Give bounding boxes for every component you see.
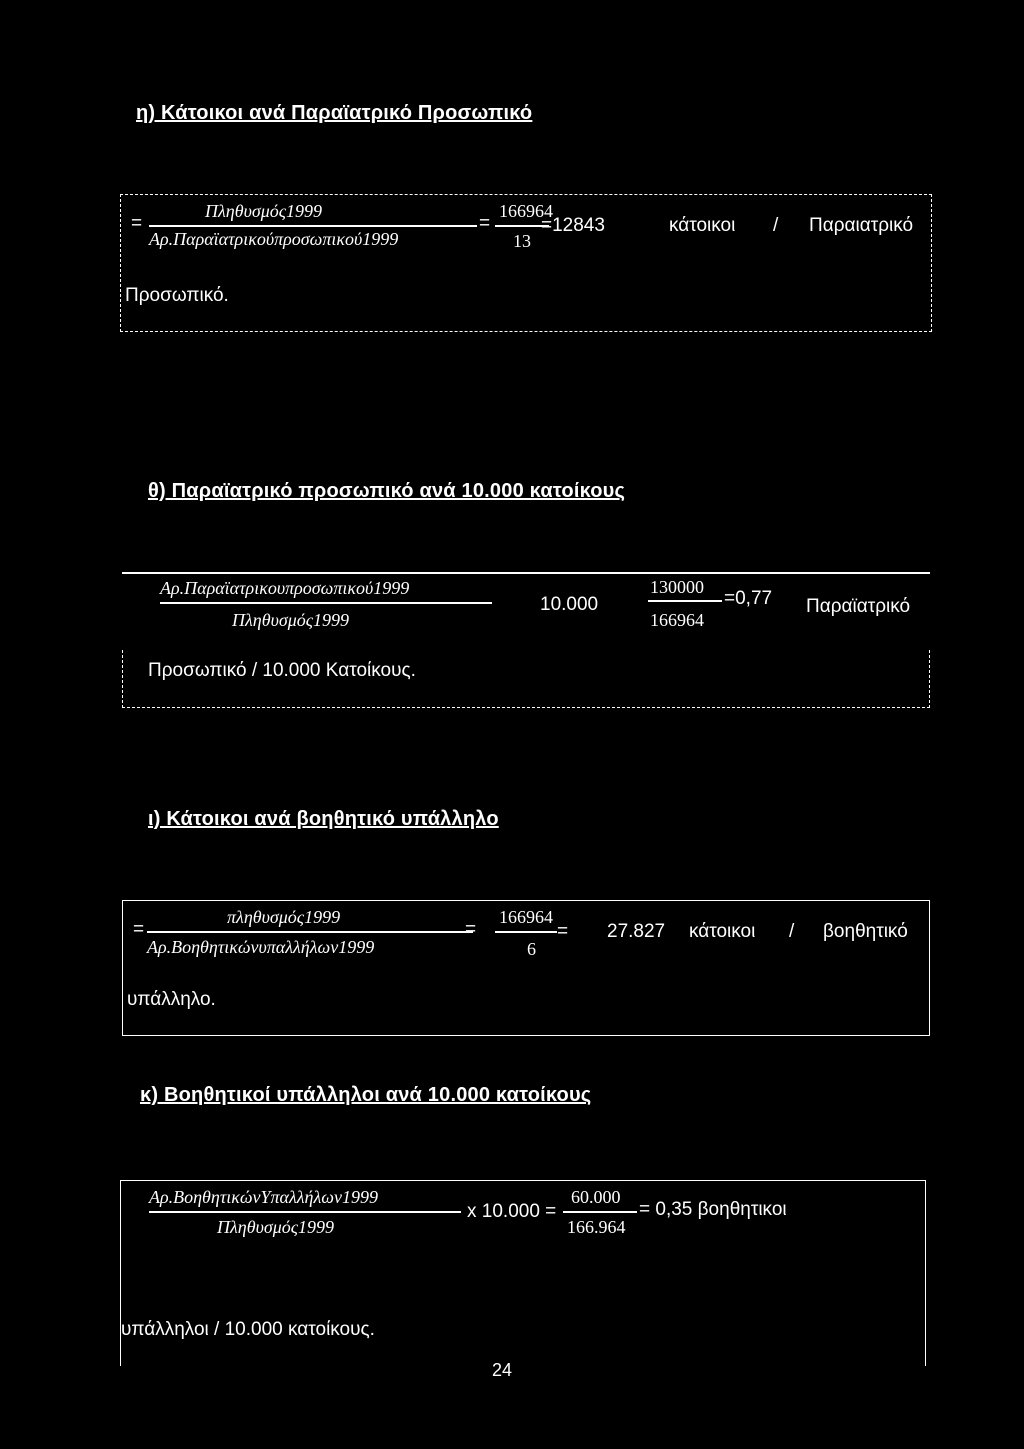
equals-sign: = xyxy=(479,213,491,234)
section-h-formula-box xyxy=(120,194,932,332)
result-value: 27.827 xyxy=(607,921,666,942)
unit-auxiliary: βοηθητικό xyxy=(823,921,908,942)
equals-sign: = xyxy=(133,919,145,940)
fraction-numerator: πληθυσμός1999 xyxy=(227,907,341,927)
equals-sign: = xyxy=(465,919,477,940)
fraction-bar xyxy=(648,600,722,602)
fraction-bar xyxy=(147,931,473,933)
fraction-bar xyxy=(495,931,557,933)
fraction-bar xyxy=(149,225,477,227)
fraction-denominator: Αρ.Βοηθητικώνυπαλλήλων1999 xyxy=(147,937,375,957)
unit-slash: / xyxy=(789,921,795,942)
result-value: =0,77 xyxy=(724,588,773,609)
result-value: =12843 xyxy=(541,215,605,236)
section-kappa-heading: κ) Βοηθητικοί υπάλληλοι ανά 10.000 κατοίκους xyxy=(140,1084,592,1106)
continuation-text: Προσωπικό. xyxy=(125,285,229,306)
fraction-numerator: Αρ.Παραϊατρικουπροσωπικού1999 xyxy=(160,578,410,598)
continuation-text: υπάλληλοι / 10.000 κατοίκους. xyxy=(121,1319,375,1340)
value-numerator: 130000 xyxy=(650,577,704,597)
section-iota-heading: ι) Κάτοικοι ανά βοηθητικό υπάλληλο xyxy=(148,808,499,830)
fraction-bar xyxy=(160,602,492,604)
multiplier-value: 10.000 xyxy=(540,594,599,615)
value-numerator: 166964 xyxy=(499,201,553,221)
value-denominator: 166.964 xyxy=(567,1217,626,1237)
section-h-heading: η) Κάτοικοι ανά Παραϊατρικό Προσωπικό xyxy=(136,102,533,124)
unit-slash: / xyxy=(773,215,779,236)
fraction-numerator: Πληθυσμός1999 xyxy=(205,201,323,221)
fraction-denominator: Πληθυσμός1999 xyxy=(217,1217,335,1237)
result-value: = 0,35 βοηθητικοι xyxy=(639,1199,787,1220)
fraction-denominator: Πληθυσμός1999 xyxy=(232,610,350,630)
value-denominator: 166964 xyxy=(650,610,704,630)
continuation-text: υπάλληλο. xyxy=(127,989,216,1010)
section-theta-heading: θ) Παραϊατρικό προσωπικό ανά 10.000 κατοίκους xyxy=(148,480,626,502)
fraction-denominator: Αρ.Παραϊατρικούπροσωπικού1999 xyxy=(149,229,399,249)
equals-sign: = xyxy=(557,921,569,942)
section-kappa-formula-box xyxy=(120,1180,926,1366)
continuation-text: Προσωπικό / 10.000 Κατοίκους. xyxy=(148,660,416,681)
fraction-bar xyxy=(149,1211,461,1213)
equals-sign: = xyxy=(131,213,143,234)
unit-residents: κάτοικοι xyxy=(689,921,756,942)
box-top-border xyxy=(122,572,930,574)
section-iota-formula-box xyxy=(122,900,930,1036)
value-denominator: 6 xyxy=(527,939,536,959)
value-numerator: 60.000 xyxy=(571,1187,621,1207)
value-denominator: 13 xyxy=(513,231,531,251)
value-numerator: 166964 xyxy=(499,907,553,927)
unit-paramedical: Παραιατρικό xyxy=(809,215,914,236)
fraction-bar xyxy=(563,1211,637,1213)
fraction-numerator: Αρ.ΒοηθητικώνΥπαλλήλων1999 xyxy=(149,1187,378,1207)
unit-paramedical: Παραϊατρικό xyxy=(806,596,911,617)
unit-residents: κάτοικοι xyxy=(669,215,736,236)
multiplier-value: x 10.000 = xyxy=(467,1201,557,1222)
page-number: 24 xyxy=(492,1360,513,1380)
